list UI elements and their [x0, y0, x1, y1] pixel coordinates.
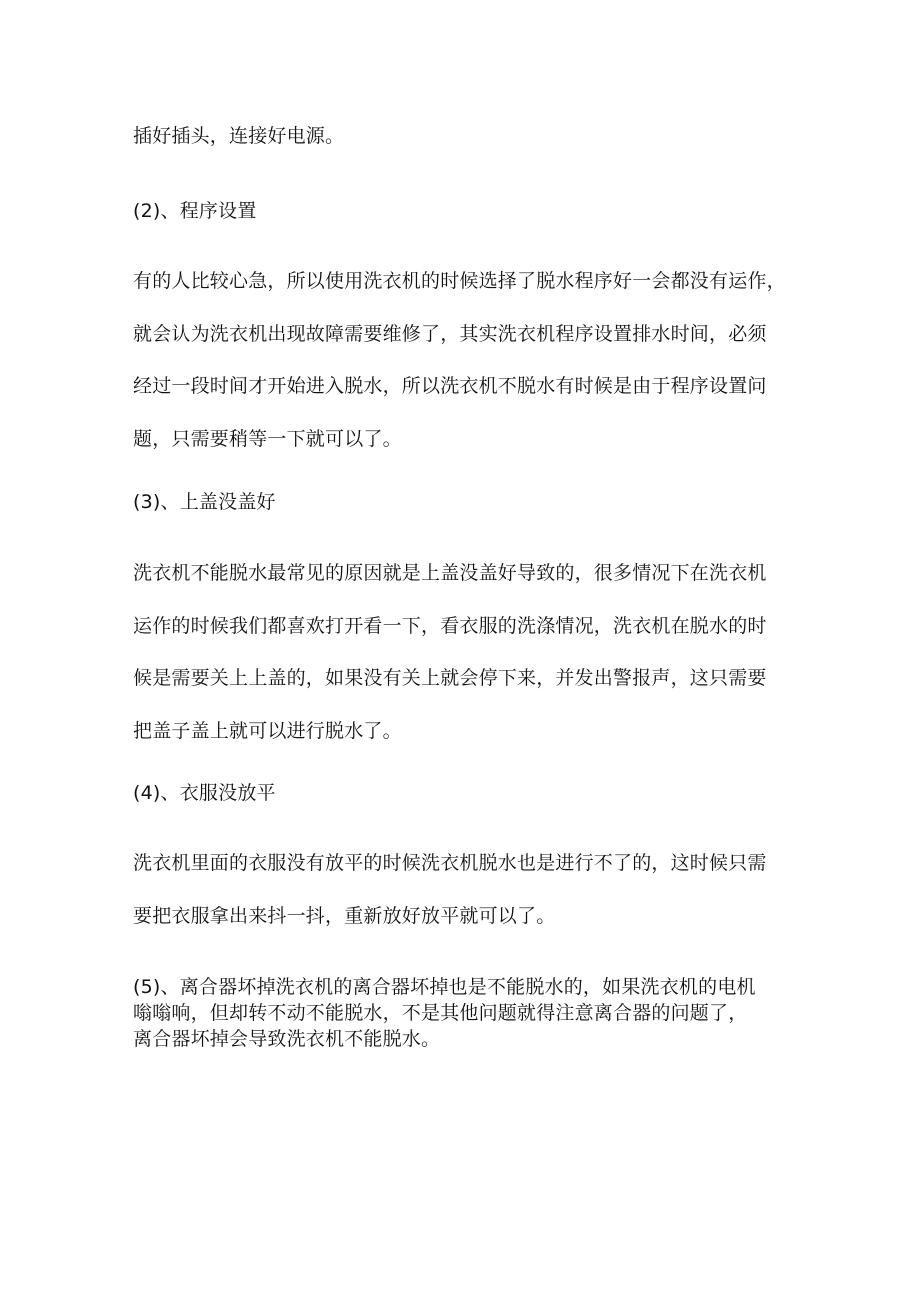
paragraph-3-line: 把盖子盖上就可以进行脱水了。	[133, 719, 402, 742]
paragraph-4-line: 要把衣服拿出来抖一抖，重新放好放平就可以了。	[133, 904, 556, 927]
paragraph-5-line: 嗡嗡响，但却转不动不能脱水，不是其他问题就得注意离合器的问题了，	[133, 1002, 748, 1024]
paragraph-3-line: 候是需要关上上盖的，如果没有关上就会停下来，并发出警报声，这只需要	[133, 667, 767, 689]
section-heading-3: (3)、上盖没盖好	[133, 491, 276, 513]
paragraph-3-line: 洗衣机不能脱水最常见的原因就是上盖没盖好导致的，很多情况下在洗衣机	[133, 562, 767, 584]
paragraph-2	[133, 268, 793, 452]
paragraph-2-line: 就会认为洗衣机出现故障需要维修了，其实洗衣机程序设置排水时间，必须	[133, 322, 767, 345]
paragraph-3-line: 运作的时候我们都喜欢打开看一下，看衣服的洗涤情况，洗衣机在脱水的时	[133, 614, 767, 637]
intro-text: 插好插头，连接好电源。	[133, 125, 345, 147]
paragraph-4	[133, 850, 793, 929]
paragraph-5-line: (5)、离合器坏掉洗衣机的离合器坏掉也是不能脱水的，如果洗衣机的电机	[133, 976, 756, 998]
paragraph-5-line: 离合器坏掉会导致洗衣机不能脱水。	[133, 1028, 441, 1050]
section-heading-2: (2)、程序设置	[133, 200, 257, 222]
paragraph-2-line: 题，只需要稍等一下就可以了。	[133, 427, 402, 450]
paragraph-3	[133, 560, 793, 744]
paragraph-2-line: 有的人比较心急，所以使用洗衣机的时候选择了脱水程序好一会都没有运作，	[133, 270, 786, 292]
paragraph-5	[133, 974, 793, 1052]
paragraph-2-line: 经过一段时间才开始进入脱水，所以洗衣机不脱水有时候是由于程序设置问	[133, 375, 767, 397]
section-heading-4: (4)、衣服没放平	[133, 782, 276, 804]
paragraph-4-line: 洗衣机里面的衣服没有放平的时候洗衣机脱水也是进行不了的，这时候只需	[133, 852, 767, 874]
